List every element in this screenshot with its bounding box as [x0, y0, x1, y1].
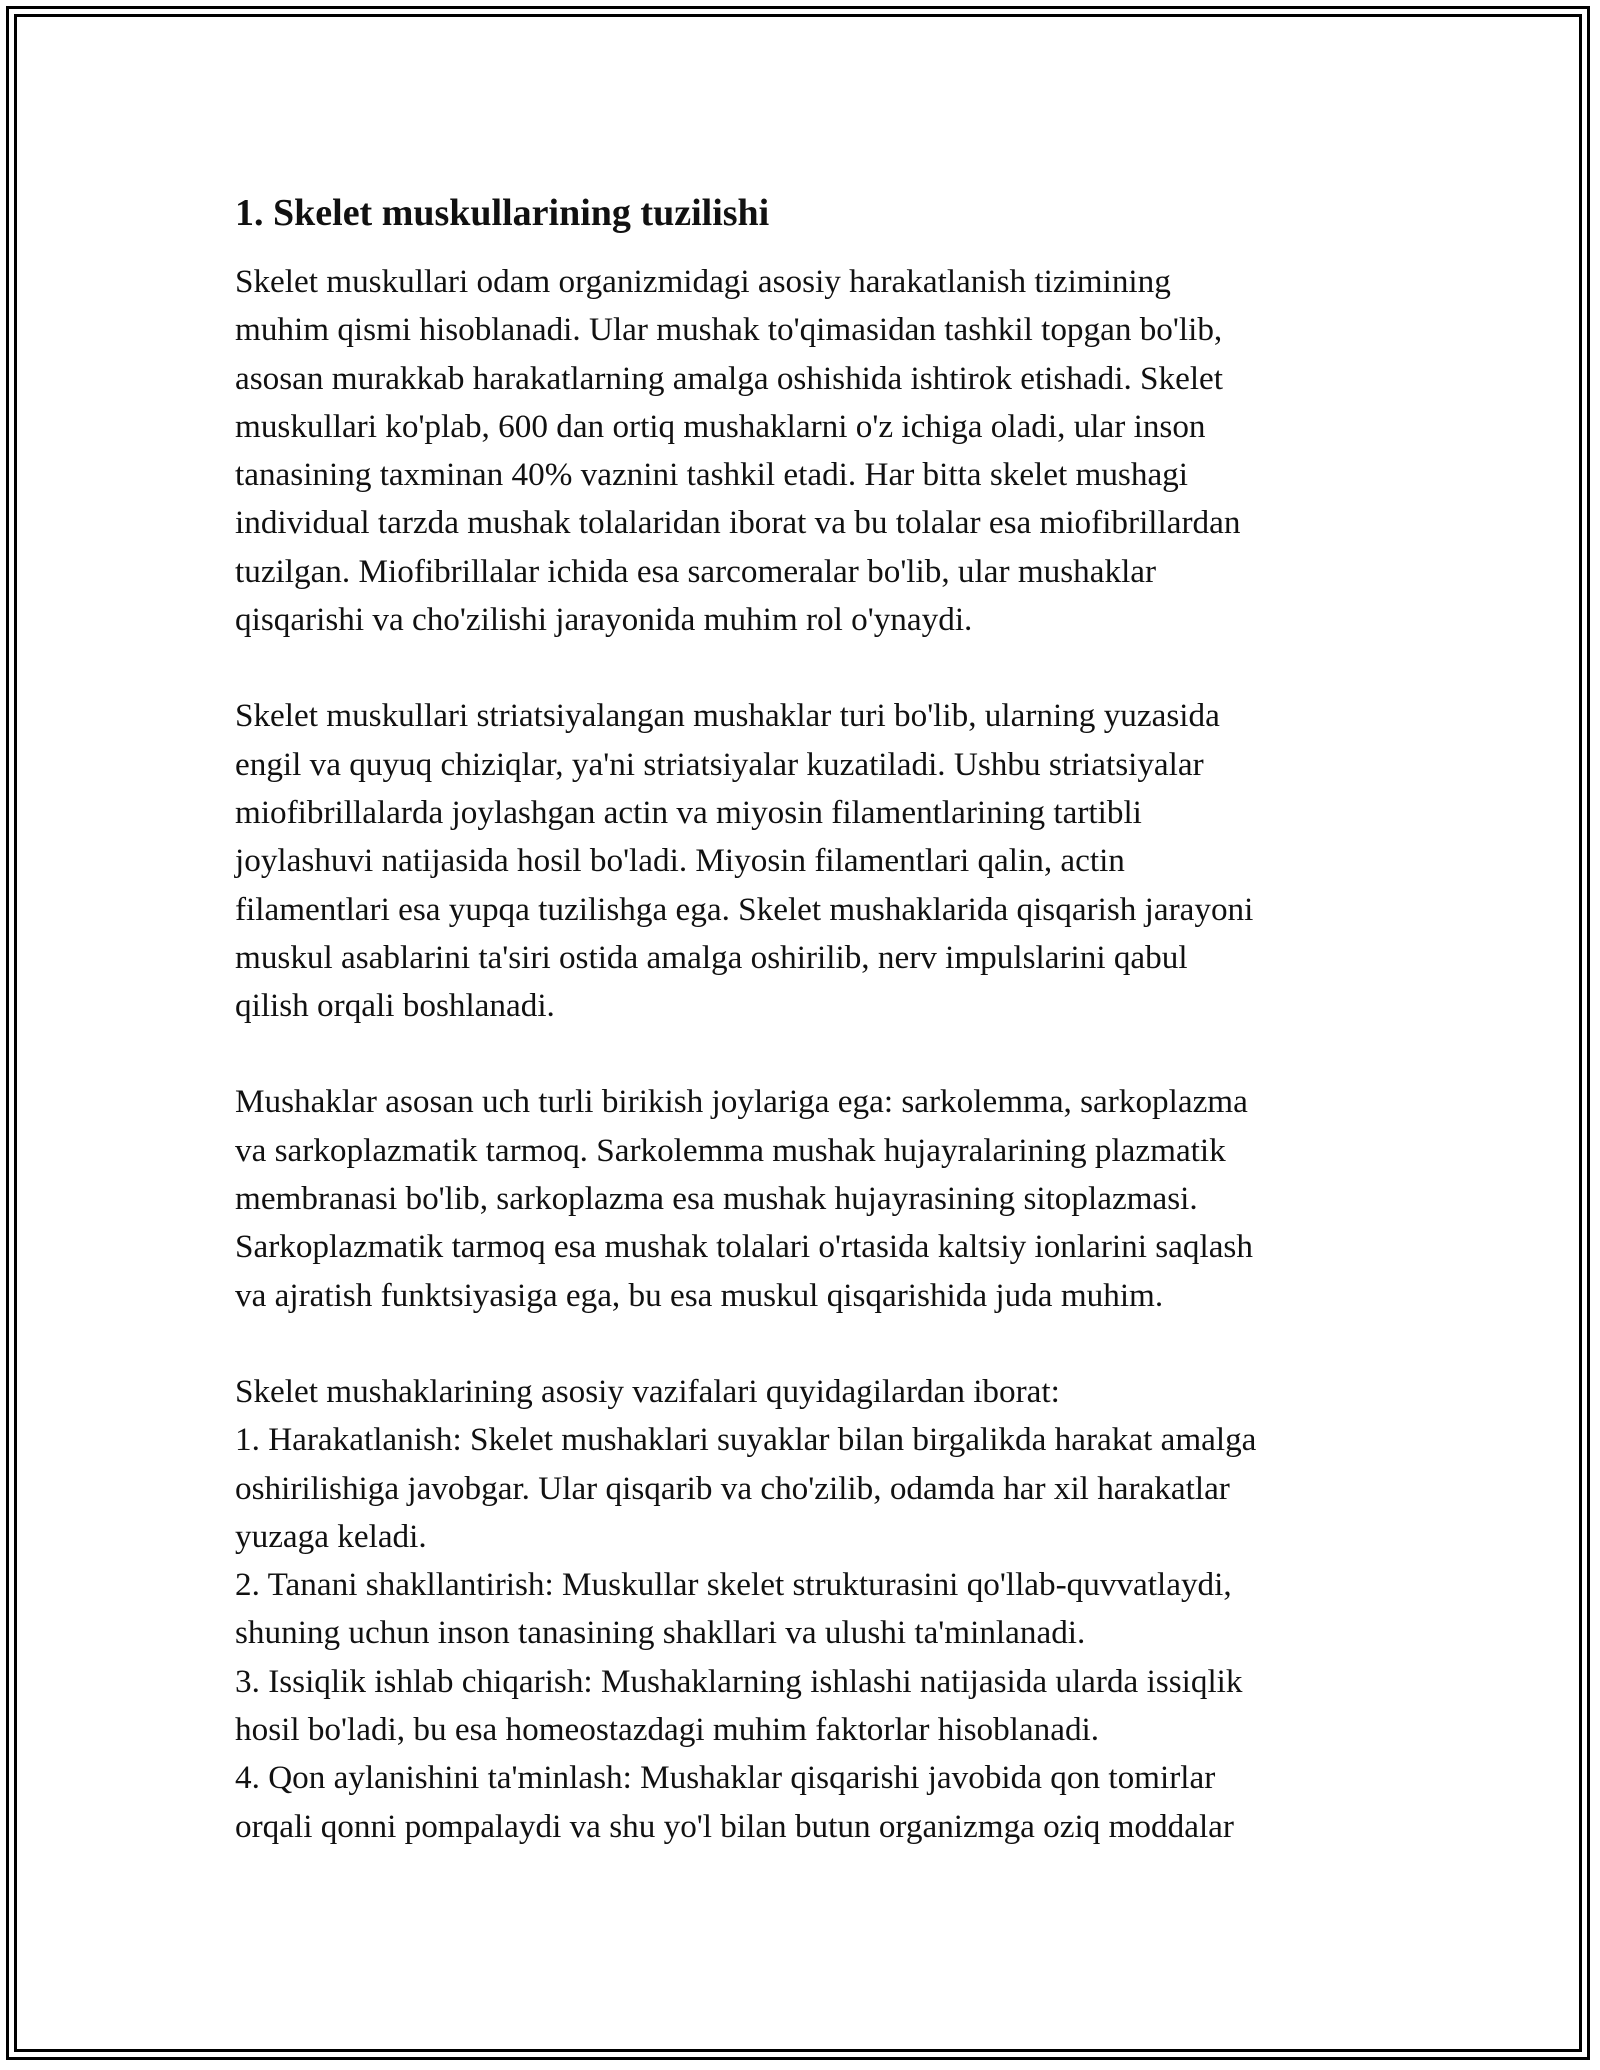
paragraph-4	[235, 1368, 1375, 1851]
paragraph-line: qisqarishi va cho'zilishi jarayonida muhim rol o'ynaydi.	[235, 601, 973, 639]
paragraph-line: va sarkoplazmatik tarmoq. Sarkolemma mushak hujayralarining plazmatik	[235, 1131, 1226, 1169]
list-item-line: 2. Tanani shakllantirish: Muskullar skelet strukturasini qo'llab-quvvatlaydi,	[235, 1566, 1232, 1604]
list-item-line: shuning uchun inson tanasining shakllari va ulushi ta'minlanadi.	[235, 1614, 1086, 1652]
document-body	[235, 184, 1375, 1851]
list-item-line: 4. Qon aylanishini ta'minlash: Mushaklar qisqarishi javobida qon tomirlar	[235, 1759, 1216, 1797]
list-item-line: hosil bo'ladi, bu esa homeostazdagi muhim faktorlar hisoblanadi.	[235, 1711, 1100, 1749]
paragraph-line: individual tarzda mushak tolalaridan iborat va bu tolalar esa miofibrillardan	[235, 504, 1241, 542]
list-item-line: 3. Issiqlik ishlab chiqarish: Mushaklarning ishlashi natijasida ularda issiqlik	[235, 1662, 1243, 1700]
list-item-line: 1. Harakatlanish: Skelet mushaklari suyaklar bilan birgalikda harakat amalga	[235, 1421, 1257, 1459]
paragraph-line: miofibrillalarda joylashgan actin va miyosin filamentlarining tartibli	[235, 793, 1142, 831]
paragraph-line: asosan murakkab harakatlarning amalga oshishida ishtirok etishadi. Skelet	[235, 359, 1223, 397]
section-heading: 1. Skelet muskullarining tuzilishi	[235, 192, 770, 234]
paragraph-line: Skelet muskullari striatsiyalangan mushaklar turi bo'lib, ularning yuzasida	[235, 697, 1220, 735]
list-item-line: yuzaga keladi.	[235, 1517, 427, 1555]
paragraph-line: Sarkoplazmatik tarmoq esa mushak tolalari o'rtasida kaltsiy ionlarini saqlash	[235, 1228, 1253, 1266]
paragraph-line: qilish orqali boshlanadi.	[235, 987, 555, 1025]
paragraph-line: membranasi bo'lib, sarkoplazma esa mushak hujayrasining sitoplazmasi.	[235, 1180, 1198, 1218]
paragraph-line: filamentlari esa yupqa tuzilishga ega. Skelet mushaklarida qisqarish jarayoni	[235, 890, 1254, 928]
paragraph-line: tuzilgan. Miofibrillalar ichida esa sarcomeralar bo'lib, ular mushaklar	[235, 552, 1157, 590]
paragraph-line: engil va quyuq chiziqlar, ya'ni striatsiyalar kuzatiladi. Ushbu striatsiyalar	[235, 745, 1204, 783]
paragraph-1	[235, 258, 1375, 644]
paragraph-line: joylashuvi natijasida hosil bo'ladi. Miyosin filamentlari qalin, actin	[235, 842, 1125, 880]
paragraph-line: muskul asablarini ta'siri ostida amalga oshirilib, nerv impulslarini qabul	[235, 938, 1188, 976]
paragraph-line: muskullari ko'plab, 600 dan ortiq mushaklarni o'z ichiga oladi, ular inson	[235, 407, 1206, 445]
list-item-line: oshirilishiga javobgar. Ular qisqarib va cho'zilib, odamda har xil harakatlar	[235, 1469, 1230, 1507]
paragraph-line: muhim qismi hisoblanadi. Ular mushak to'qimasidan tashkil topgan bo'lib,	[235, 311, 1223, 349]
paragraph-line: Mushaklar asosan uch turli birikish joylariga ega: sarkolemma, sarkoplazma	[235, 1083, 1248, 1121]
paragraph-line: Skelet muskullari odam organizmidagi asosiy harakatlanish tizimining	[235, 263, 1171, 300]
paragraph-line: va ajratish funktsiyasiga ega, bu esa muskul qisqarishida juda muhim.	[235, 1276, 1164, 1314]
paragraph-3	[235, 1078, 1375, 1319]
paragraph-2	[235, 692, 1375, 1030]
list-item-line: orqali qonni pompalaydi va shu yo'l bilan butun organizmga oziq moddalar	[235, 1807, 1234, 1845]
paragraph-line: Skelet mushaklarining asosiy vazifalari quyidagilardan iborat:	[235, 1372, 1060, 1410]
paragraph-line: tanasining taxminan 40% vaznini tashkil etadi. Har bitta skelet mushagi	[235, 456, 1188, 494]
